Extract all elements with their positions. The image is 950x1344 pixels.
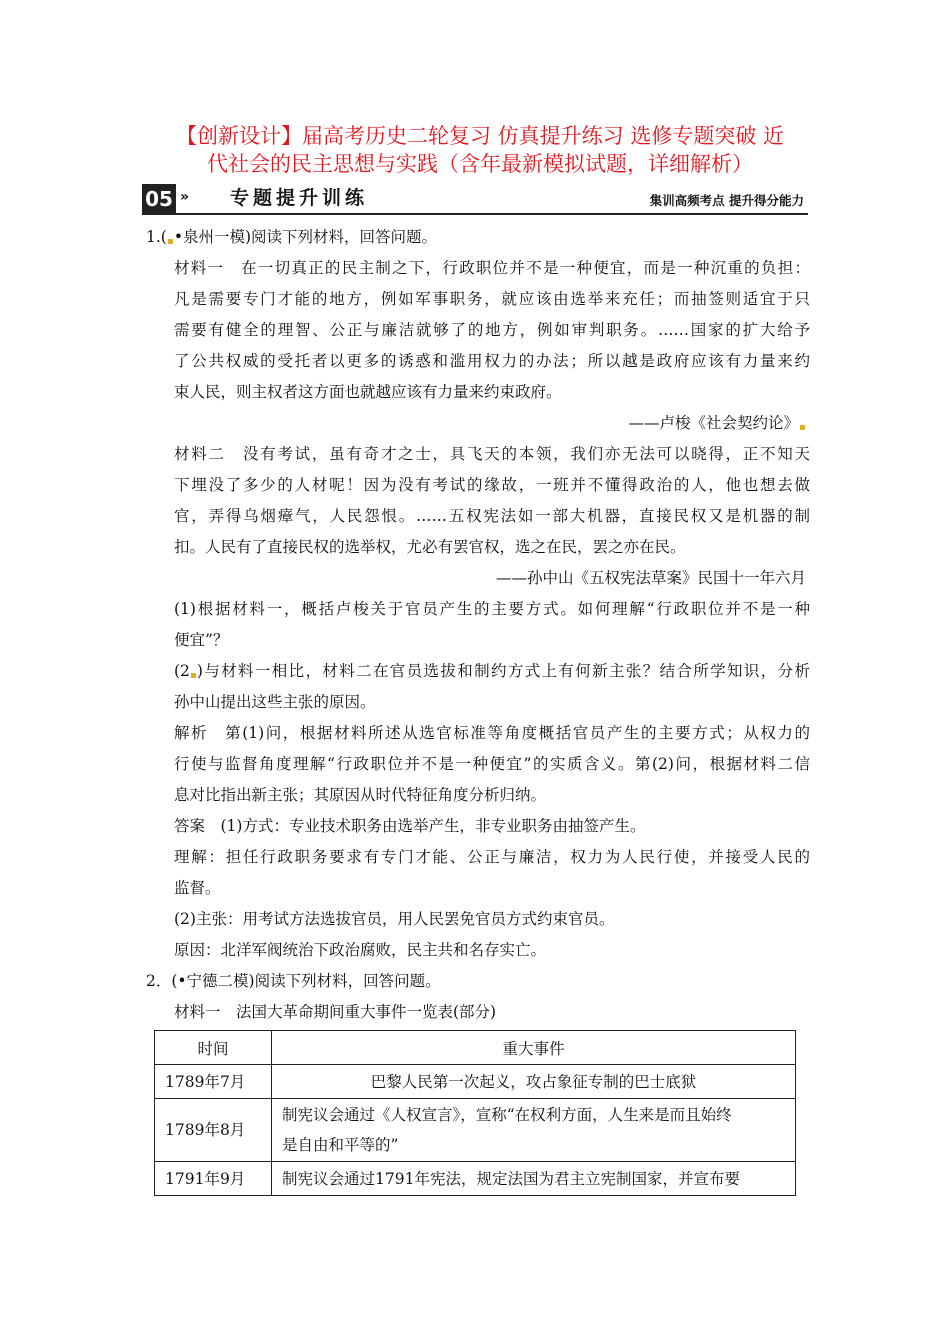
highlight-mark bbox=[191, 673, 196, 678]
subquestion-line: (1)根据材料一，概括卢梭关于官员产生的主要方式。如何理解“行政职位并不是一种 bbox=[174, 600, 810, 618]
answer-line: 原因：北洋军阀统治下政治腐败，民主共和名存实亡。 bbox=[174, 941, 547, 959]
q2-material-1-title: 材料一 法国大革命期间重大事件一览表(部分) bbox=[174, 1003, 497, 1021]
highlight-mark bbox=[800, 425, 805, 430]
analysis-line: 解析 第(1)问，根据材料所述从选官标准等角度概括官员产生的主要方式；从权力的 bbox=[174, 724, 810, 742]
subquestion-line: 便宜”？ bbox=[174, 631, 229, 649]
citation: ——卢梭《社会契约论》 bbox=[146, 408, 810, 439]
cell-event: 制宪议会通过1791年宪法，规定法国为君主立宪制国家，并宣布要 bbox=[272, 1162, 796, 1196]
document-body bbox=[146, 222, 810, 1028]
title-line-1: 【创新设计】届高考历史二轮复习 仿真提升练习 选修专题突破 近 bbox=[175, 124, 785, 148]
section-title: 专题提升训练 bbox=[230, 187, 369, 209]
column-header-time: 时间 bbox=[155, 1031, 272, 1065]
answer-line: 答案 (1)方式：专业技术职务由选举产生，非专业职务由抽签产生。 bbox=[174, 817, 646, 835]
answer-line: 理解：担任行政职务要求有专门才能、公正与廉洁，权力为人民行使，并接受人民的 bbox=[174, 848, 810, 866]
table-header-row bbox=[155, 1031, 796, 1065]
q1-subquestions bbox=[146, 594, 810, 718]
q1-material-1 bbox=[146, 253, 810, 439]
document-title bbox=[150, 122, 810, 178]
banner-divider bbox=[142, 213, 808, 215]
answer-line: (2)主张：用考试方法选拔官员，用人民罢免官员方式约束官员。 bbox=[174, 910, 615, 928]
section-number: 05 bbox=[142, 184, 176, 214]
paragraph-line: 官，弄得乌烟瘴气，人民怨恨。……五权宪法如一部大机器，直接民权又是机器的制 bbox=[174, 507, 810, 525]
section-subtitle: 集训高频考点 提升得分能力 bbox=[649, 193, 804, 208]
question-2-header: 2．(•宁德二模)阅读下列材料，回答问题。 bbox=[146, 972, 441, 990]
q1-material-2 bbox=[146, 439, 810, 594]
table-row bbox=[155, 1162, 796, 1196]
citation: ——孙中山《五权宪法草案》民国十一年六月 bbox=[495, 569, 806, 587]
cell-time: 1789年8月 bbox=[155, 1099, 272, 1162]
subquestion-line: (2 )与材料一相比，材料二在官员选拔和制约方式上有何新主张？结合所学知识，分析 bbox=[174, 662, 810, 680]
table-row bbox=[155, 1065, 796, 1099]
analysis-line: 行使与监督角度理解“行政职位并不是一种便宜”的实质含义。第(2)问，根据材料二信 bbox=[174, 755, 810, 773]
paragraph-line: 凡是需要专门才能的地方，例如军事职务，就应该由选举来充任；而抽签则适宜于只 bbox=[174, 290, 810, 308]
question-1-header: 1.( •泉州一模)阅读下列材料，回答问题。 bbox=[146, 228, 438, 246]
paragraph-line: 材料二 没有考试，虽有奇才之士，具飞天的本领，我们亦无法可以晓得，正不知天 bbox=[174, 445, 810, 463]
paragraph-line: 材料一 在一切真正的民主制之下，行政职位并不是一种便宜，而是一种沉重的负担： bbox=[174, 259, 810, 277]
events-table bbox=[154, 1030, 796, 1196]
column-header-event: 重大事件 bbox=[272, 1031, 796, 1065]
paragraph-line: 了公共权威的受托者以更多的诱惑和滥用权力的办法；所以越是政府应该有力量来约 bbox=[174, 352, 810, 370]
cell-time: 1789年7月 bbox=[155, 1065, 272, 1099]
q1-analysis bbox=[146, 718, 810, 811]
section-banner bbox=[142, 184, 808, 214]
paragraph-line: 束人民，则主权者这方面也就越应该有力量来约束政府。 bbox=[174, 383, 562, 401]
subquestion-line: 孙中山提出这些主张的原因。 bbox=[174, 693, 376, 711]
answer-line: 监督。 bbox=[174, 879, 221, 897]
q1-answer bbox=[146, 811, 810, 966]
cell-event: 制宪议会通过《人权宣言》，宣称“在权利方面，人生来是而且始终 是自由和平等的” bbox=[272, 1099, 796, 1162]
highlight-mark bbox=[168, 239, 173, 244]
cell-time: 1791年9月 bbox=[155, 1162, 272, 1196]
analysis-line: 息对比指出新主张；其原因从时代特征角度分析归纳。 bbox=[174, 786, 547, 804]
table-row bbox=[155, 1099, 796, 1162]
paragraph-line: 下埋没了多少的人材呢！因为没有考试的缘故，一班并不懂得政治的人，他也想去做 bbox=[174, 476, 810, 494]
paragraph-line: 需要有健全的理智、公正与廉洁就够了的地方，例如审判职务。……国家的扩大给予 bbox=[174, 321, 810, 339]
title-line-2: 代社会的民主思想与实践（含年最新模拟试题，详细解析） bbox=[207, 152, 753, 176]
paragraph-line: 扣。人民有了直接民权的选举权，尤必有罢官权，选之在民，罢之亦在民。 bbox=[174, 538, 686, 556]
double-arrow-icon: » bbox=[180, 189, 190, 205]
cell-event: 巴黎人民第一次起义，攻占象征专制的巴士底狱 bbox=[272, 1065, 796, 1099]
